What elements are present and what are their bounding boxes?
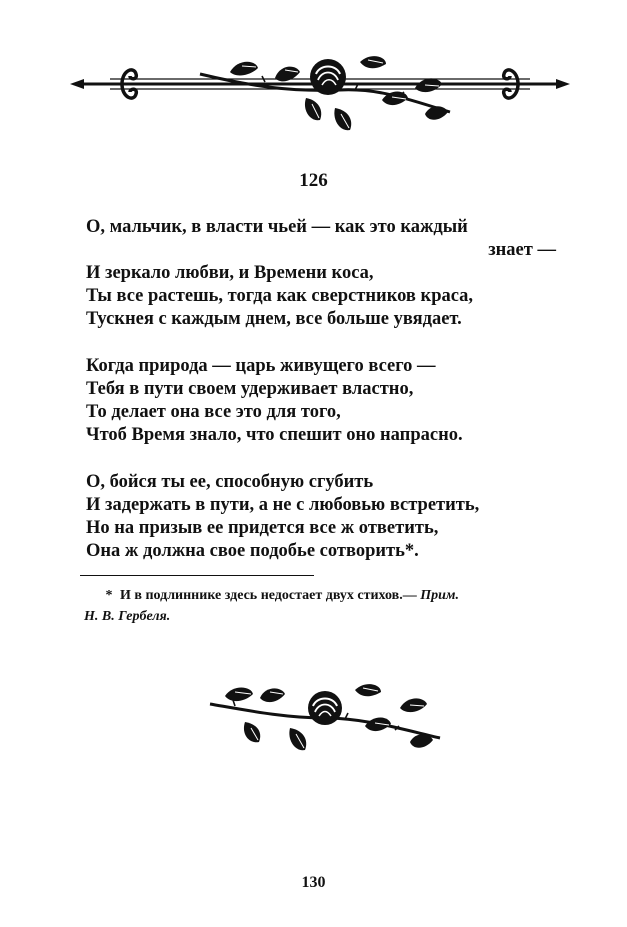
footnote-text: И в подлиннике здесь недостает двух стихов.— [120,588,421,603]
poem-line-text: Она ж должна свое подобье сотворить [86,541,405,561]
poem-line: И зеркало любви, и Времени коса, [86,263,374,283]
poem-line: Ты все растешь, тогда как сверстников краса, [86,286,474,306]
sonnet-number: 126 [299,170,328,191]
poem-line: Когда природа — царь живущего всего — [86,356,436,376]
poem-line: О, мальчик, в власти чьей — как это каждый [86,217,468,237]
poem-line: О, бойся ты ее, способную сгубить [86,472,374,492]
rose-branch-ornament-bottom [205,682,445,762]
footnote [84,585,564,627]
poem-line: Тускнея с каждым днем, все больше увядает. [86,309,462,329]
stanza-3 [86,471,576,563]
footnote-marker: * [105,588,113,603]
footnote-divider [80,575,314,576]
poem-line: То делает она все это для того, [86,402,341,422]
poem-line-last [86,540,576,563]
stanza-1 [86,216,576,331]
footnote-attribution-2: Н. В. Гербеля. [84,609,171,624]
rose-branch-ornament-top [70,52,570,142]
poem-line-continuation: знает — [488,240,556,260]
poem-line: Чтоб Время знало, что спешит оно напрасно. [86,425,463,445]
footnote-ref: *. [404,541,419,561]
page-number: 130 [301,874,326,891]
poem-line: Тебя в пути своем удерживает властно, [86,379,414,399]
stanza-2 [86,355,576,447]
poem-line: Но на призыв ее придется все ж ответить, [86,518,439,538]
poem-line: И задержать в пути, а не с любовью встретить, [86,495,480,515]
footnote-attribution-1: Прим. [420,588,460,603]
poem [86,216,576,587]
